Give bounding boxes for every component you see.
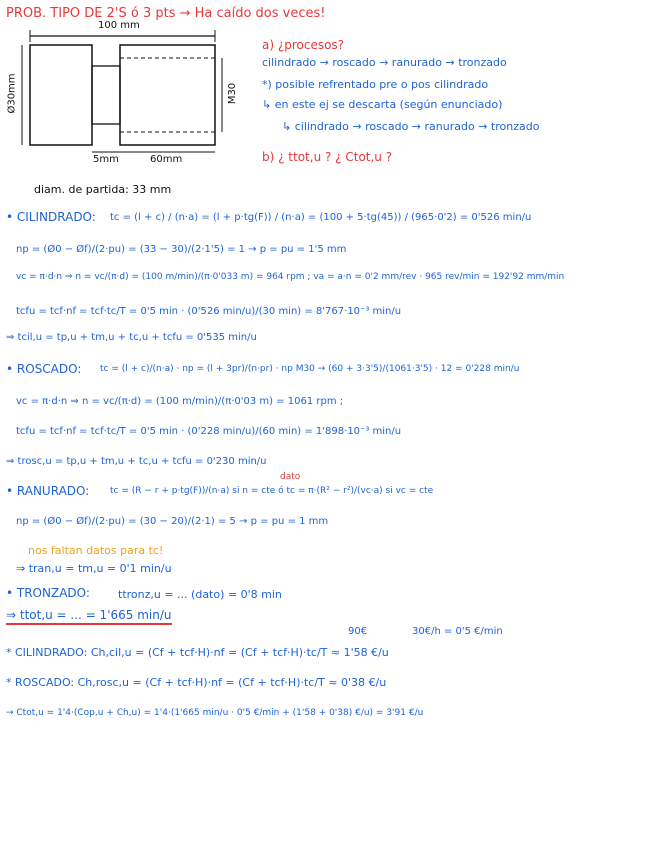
question-a-title: a) ¿procesos? — [262, 38, 345, 52]
question-a-line2: *) posible refrentado pre o pos cilindrado — [262, 78, 489, 91]
roscado-vc: vc = π·d·n ⇒ n = vc/(π·d) = (100 m/min)/(π·0'03 m) = 1061 rpm ; — [16, 396, 344, 407]
ranurado-heading: • RANURADO: — [6, 484, 90, 498]
cilindrado-tcfu: tcfu = tcf·nf = tcf·tc/T = 0'5 min · (0'526 min/u)/(30 min) = 8'767·10⁻³ min/u — [16, 306, 402, 317]
tronzado-heading: • TRONZADO: — [6, 586, 90, 600]
dim-top: 100 mm — [98, 20, 140, 31]
part-drawing — [0, 0, 260, 180]
roscado-tc: tc = (l + c)/(n·a) · np = (l + 3pr)/(n·pr) · np M30 → (60 + 3·3'5)/(1061·3'5) · 12 = 0'228 min/u — [100, 364, 520, 374]
ttot-eq — [6, 608, 172, 622]
dim-bottom-right: 60mm — [150, 154, 183, 165]
question-a-line4: ↳ cilindrado → roscado → ranurado → tronzado — [282, 120, 540, 133]
dim-right: M30 — [227, 82, 239, 105]
cost-note-30: 30€/h = 0'5 €/min — [412, 626, 503, 637]
cilindrado-heading: • CILINDRADO: — [6, 210, 96, 224]
starting-diameter: diam. de partida: 33 mm — [34, 183, 172, 196]
roscado-tcfu: tcfu = tcf·nf = tcf·tc/T = 0'5 min · (0'228 min/u)/(60 min) = 1'898·10⁻³ min/u — [16, 426, 402, 437]
ranurado-total: ⇒ tran,u = tm,u = 0'1 min/u — [16, 562, 172, 575]
ranurado-missing-note: nos faltan datos para tc! — [28, 544, 164, 557]
cost-total: → Ctot,u = 1'4·(Cop,u + Ch,u) = 1'4·(1'665 min/u · 0'5 €/min + (1'58 + 0'38) €/u) = 3'91 €/u — [6, 708, 424, 718]
roscado-total: ⇒ trosc,u = tp,u + tm,u + tc,u + tcfu = 0'230 min/u — [6, 456, 267, 467]
dim-bottom-left: 5mm — [93, 154, 119, 165]
tronzado-eq: ttronz,u = ... (dato) = 0'8 min — [118, 588, 282, 601]
ranurado-np: np = (Ø0 − Øf)/(2·pu) = (30 − 20)/(2·1) = 5 → p = pu = 1 mm — [16, 516, 329, 527]
question-b-title: b) ¿ ttot,u ? ¿ Ctot,u ? — [262, 150, 393, 164]
cost-cilindrado: * CILINDRADO: Ch,cil,u = (Cf + tcf·H)·nf = (Cf + tcf·H)·tc/T ≈ 1'58 €/u — [6, 646, 389, 659]
cilindrado-np: np = (Ø0 − Øf)/(2·pu) = (33 − 30)/(2·1'5) = 1 → p = pu = 1'5 mm — [16, 244, 347, 255]
ranurado-tc: tc = (R − r + p·tg(F))/(n·a) si n = cte ó tc = π·(R² − r²)/(vc·a) si vc = cte — [110, 486, 434, 496]
cost-note-90: 90€ — [348, 626, 368, 637]
cilindrado-total: ⇒ tcil,u = tp,u + tm,u + tc,u + tcfu = 0'535 min/u — [6, 332, 257, 343]
ttot-eq-text: ⇒ ttot,u = ... = 1'665 min/u — [6, 608, 172, 625]
dim-left: Ø30mm — [6, 73, 18, 114]
page-title: PROB. TIPO DE 2'S ó 3 pts → Ha caído dos veces! — [6, 6, 326, 21]
cost-roscado: * ROSCADO: Ch,rosc,u = (Cf + tcf·H)·nf = (Cf + tcf·H)·tc/T ≈ 0'38 €/u — [6, 676, 387, 689]
question-a-line3: ↳ en este ej se descarta (según enunciado) — [262, 98, 503, 111]
ranurado-dato-note: dato — [280, 472, 301, 482]
question-a-line1: cilindrado → roscado → ranurado → tronzado — [262, 56, 507, 69]
roscado-heading: • ROSCADO: — [6, 362, 82, 376]
cilindrado-tc: tc = (l + c) / (n·a) = (l + p·tg(F)) / (n·a) = (100 + 5·tg(45)) / (965·0'2) = 0'526 min/u — [110, 212, 532, 223]
cilindrado-vc: vc = π·d·n ⇒ n = vc/(π·d) = (100 m/min)/(π·0'033 m) = 964 rpm ; va = a·n = 0'2 mm/rev · 965 rev/min = 192'92 mm/min — [16, 272, 565, 282]
